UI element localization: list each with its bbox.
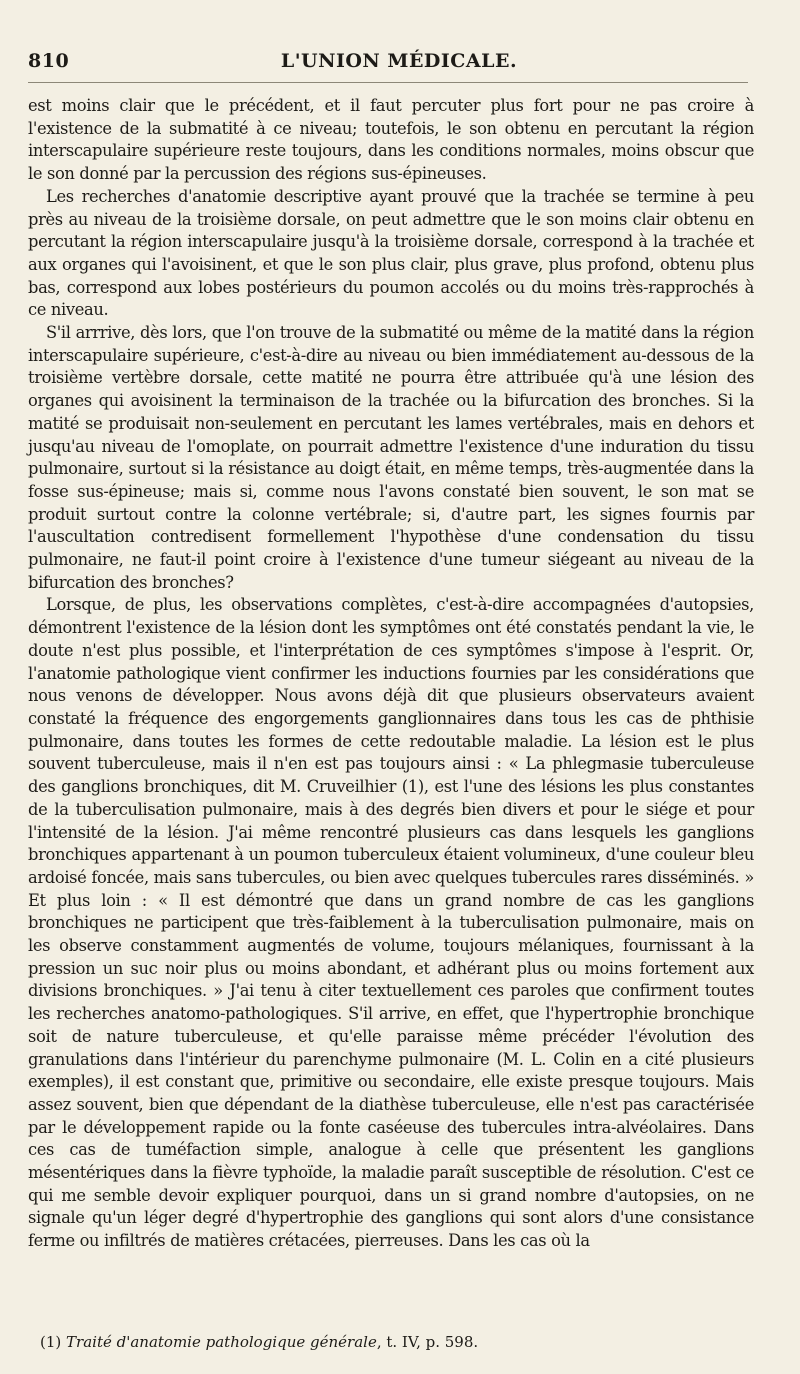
paragraph-4: Lorsque, de plus, les observations complètes, c'est-à-dire accompagnées d'autopsies, démontrent l'existence de la lésion dont les symptômes ont été constatés pendant la vie, le doute n'est plus possible, et l'interprétation de ces symptômes s'impose à l'esprit. Or, l'anatomie pathologique vient confirmer les inductions fournies par les considérations que nous venons de développer. Nous avons déjà dit que plusieurs observateurs avaient constaté la fréquence des engorgements ganglionnaires dans tous les cas de phthisie pulmonaire, dans toutes les formes de cette redoutable maladie. La lésion est le plus souvent tuberculeuse, mais il n'en est pas toujours ainsi : « La phlegmasie tuberculeuse des ganglions bronchiques, dit M. Cruveilhier (1), est l'une des lésions les plus constantes de la tuberculisation pulmonaire, mais à des degrés bien divers et pour le siége et pour l'intensité de la lésion. J'ai même rencontré plusieurs cas dans lesquels les ganglions bronchiques appartenant à un poumon tuberculeux étaient volumineux, d'une couleur bleu ardoisé foncée, mais sans tubercules, ou bien avec quelques tubercules rares disséminés. » Et plus loin : « Il est démontré que dans un grand nombre de cas les ganglions bronchiques ne participent que très-faiblement à la tuberculisation pulmonaire, mais on les observe constamment augmentés de volume, toujours mélaniques, fournissant à la pression un suc noir plus ou moins abondant, et adhérant plus ou moins fortement aux divisions bronchiques. » J'ai tenu à citer textuellement ces paroles que confirment toutes les recherches anatomo-pathologiques. S'il arrive, en effet, que l'hypertrophie bronchique soit de nature tuberculeuse, et qu'elle paraisse même précéder l'évolution des granulations dans l'intérieur du parenchyme pulmonaire (M. L. Colin en a cité plusieurs exemples), il est constant que, primitive ou secondaire, elle existe presque toujours. Mais assez souvent, bien que dépendant de la diathèse tuberculeuse, elle n'est pas caractérisée par le développement rapide ou la fonte caséeuse des tubercules intra-alvéolaires. Dans ces cas de tuméfaction simple, analogue à celle que présentent les ganglions mésentériques dans la fièvre typhoïde, la maladie paraît susceptible de résolution. C'est ce qui me semble devoir expliquer pourquoi, dans un si grand nombre d'autopsies, on ne signale qu'un léger degré d'hypertrophie des ganglions qui sont alors d'une consistance ferme ou infiltrés de matières crétacées, pierreuses. Dans les cas où la [28,595,754,1251]
footnote [40,1332,740,1352]
body-text [28,95,754,1253]
paragraph-1: est moins clair que le précédent, et il faut percuter plus fort pour ne pas croire à l'existence de la submatité à ce niveau; toutefois, le son obtenu en percutant la région interscapulaire supérieure reste toujours, dans les conditions normales, moins obscur que le son donné par la percussion des régions sus-épineuses. [28,96,754,184]
page-header [28,50,770,76]
footnote-marker: (1) [40,1333,62,1351]
page-number: 810 [28,50,70,72]
paragraph-3: S'il arrrive, dès lors, que l'on trouve de la submatité ou même de la matité dans la région interscapulaire supérieure, c'est-à-dire au niveau ou bien immédiatement au-dessous de la troisième vertèbre dorsale, cette matité ne pourra être attribuée qu'à une lésion des organes qui avoisinent la terminaison de la trachée ou la bifurcation des bronches. Si la matité se produisait non-seulement en percutant les lames vertébrales, mais en dehors et jusqu'au niveau de l'omoplate, on pourrait admettre l'existence d'une induration du tissu pulmonaire, surtout si la résistance au doigt était, en même temps, très-augmentée dans la fosse sus-épineuse; mais si, comme nous l'avons constaté bien souvent, le son mat se produit surtout contre la colonne vertébrale; si, d'autre part, les signes fournis par l'auscultation contredisent formellement l'hypothèse d'une condensation du tissu pulmonaire, ne faut-il point croire à l'existence d'une tumeur siégeant au niveau de la bifurcation des bronches? [28,323,754,592]
paragraph-2: Les recherches d'anatomie descriptive ayant prouvé que la trachée se termine à peu près au niveau de la troisième dorsale, on peut admettre que le son moins clair obtenu en percutant la région interscapulaire jusqu'à la troisième dorsale, correspond à la trachée et aux organes qui l'avoisinent, et que le son plus clair, plus grave, plus profond, obtenu plus bas, correspond aux lobes postérieurs du poumon accolés ou du moins très-rapprochés à ce niveau. [28,186,754,320]
running-title: L'UNION MÉDICALE. [280,50,518,72]
footnote-reference: , t. IV, p. 598. [376,1333,479,1351]
footnote-title: Traité d'anatomie pathologique générale [66,1333,377,1351]
header-rule [28,82,748,83]
